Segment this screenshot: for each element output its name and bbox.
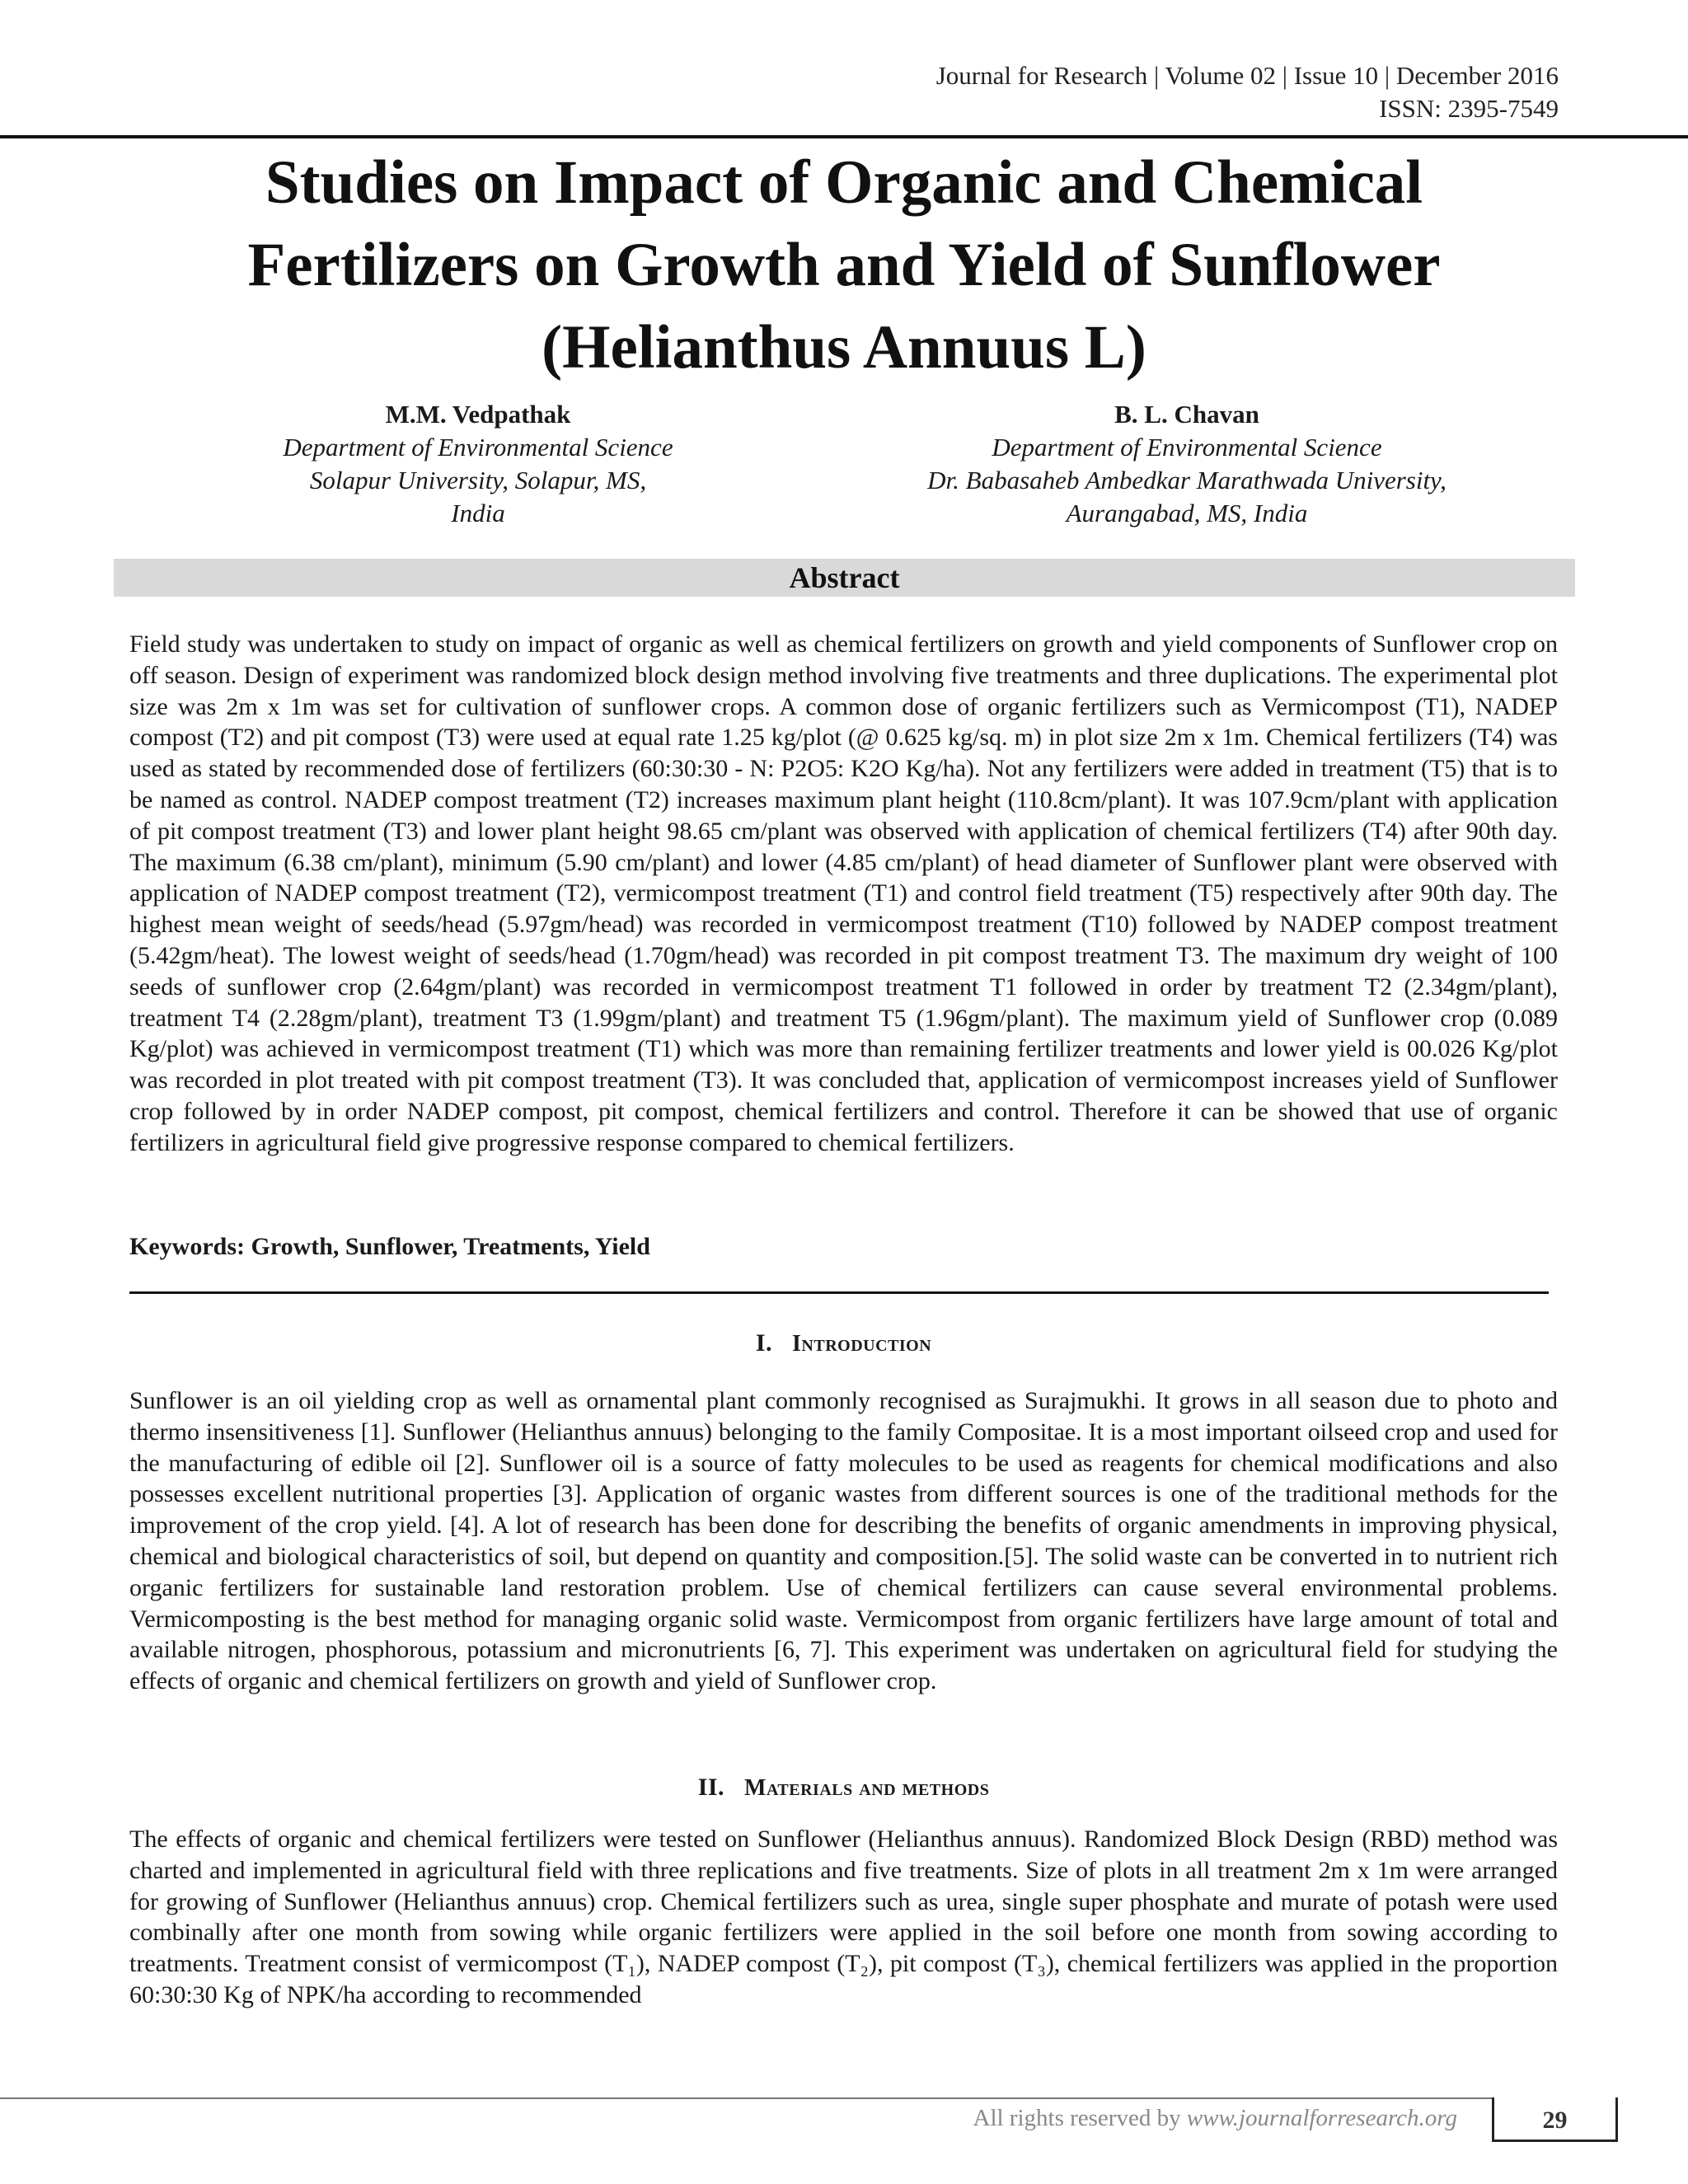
- methods-text: The effects of organic and chemical fertilizers were tested on Sunflower (Helianthus annuus). Randomized Block Design (RBD) method was charted and implemented in agricultural field with three replications and five treatments. Size of plots in all treatment 2m x 1m were arranged for growing of Sunflower (Helianthus annuus) crop. Chemical fertilizers such as urea, single super phosphate and murate of potash were used combinally after one month from sowing while organic fertilizers were applied in the soil before one month from sowing according to treatments. Treatment consist of vermicompost (T₁), NADEP compost (T₂), pit compost (T₃), chemical fertilizers was applied in the proportion 60:30:30 Kg of NPK/ha according to recommended: [129, 1825, 1558, 2008]
- journal-info-line: Journal for Research | Volume 02 | Issue 10 | December 2016: [935, 61, 1559, 90]
- introduction-text: Sunflower is an oil yielding crop as well as ornamental plant commonly recognised as Surajmukhi. It grows in all season due to photo and thermo insensitiveness [1]. Sunflower (Helianthus annuus) belonging to the family Compositae. It is a most important oilseed crop and used for the manufacturing of edible oil [2]. Sunflower oil is a source of fatty molecules to be used as reagents for chemical modifications and also possesses excellent nutritional properties [3]. Application of organic wastes from different sources is one of the traditional methods for the improvement of the crop yield. [4]. A lot of research has been done for describing the benefits of organic amendments in improving physical, chemical and biological characteristics of soil, but depend on quantity and composition.[5]. The solid waste can be converted in to nutrient rich organic fertilizers for sustainable land restoration problem. Use of chemical fertilizers can cause several environmental problems. Vermicomposting is the best method for managing organic solid waste. Vermicompost from organic fertilizers have large amount of total and available nitrogen, phosphorous, potassium and micronutrients [6, 7]. This experiment was undertaken on agricultural field for studying the effects of organic and chemical fertilizers on growth and yield of Sunflower crop.: [129, 1387, 1558, 1695]
- journal-header: [936, 59, 1559, 125]
- author-2: [874, 398, 1500, 530]
- author-affiliation-line: India: [451, 499, 505, 527]
- abstract-heading: Abstract: [114, 559, 1575, 597]
- author-affiliation-line: Department of Environmental Science: [992, 433, 1382, 462]
- keywords: Keywords: Growth, Sunflower, Treatments, Yield: [129, 1233, 650, 1260]
- author-name: B. L. Chavan: [1114, 400, 1259, 429]
- author-affiliation-line: Aurangabad, MS, India: [1066, 499, 1308, 527]
- journal-url-link[interactable]: www.journalforresearch.org: [1186, 2105, 1457, 2131]
- title-line-3: (Helianthus Annuus L): [542, 313, 1146, 382]
- paper-title: [132, 142, 1556, 389]
- issn-line: ISSN: 2395-7549: [1379, 94, 1559, 123]
- author-name: M.M. Vedpathak: [385, 400, 571, 429]
- section-heading-methods: [129, 1772, 1558, 1804]
- author-affiliation-line: Dr. Babasaheb Ambedkar Marathwada University,: [927, 466, 1447, 494]
- title-line-2: Fertilizers on Growth and Yield of Sunflower: [247, 231, 1441, 299]
- author-affiliation-line: Solapur University, Solapur, MS,: [309, 466, 647, 494]
- page-number: 29: [1542, 2107, 1568, 2134]
- keywords-divider: [129, 1291, 1549, 1294]
- title-line-1: Studies on Impact of Organic and Chemical: [265, 148, 1423, 217]
- rights-text: All rights reserved by: [973, 2105, 1187, 2131]
- section-title: Materials and methods: [744, 1775, 990, 1801]
- section-title: Introduction: [792, 1331, 932, 1357]
- author-1: [231, 398, 725, 530]
- section-heading-introduction: [129, 1328, 1558, 1360]
- footer-divider: [0, 2097, 1492, 2099]
- section-number: I.: [755, 1329, 773, 1357]
- section-number: II.: [697, 1774, 725, 1801]
- abstract-text: Field study was undertaken to study on impact of organic as well as chemical fertilizers on growth and yield components of Sunflower crop on off season. Design of experiment was randomized block design method involving five treatments and three duplications. The experimental plot size was 2m x 1m was set for cultivation of sunflower crops. A common dose of organic fertilizers such as Vermicompost (T1), NADEP compost (T2) and pit compost (T3) were used at equal rate 1.25 kg/plot (@ 0.625 kg/sq. m) in plot size 2m x 1m. Chemical fertilizers (T4) was used as stated by recommended dose of fertilizers (60:30:30 - N: P2O5: K2O Kg/ha). Not any fertilizers were added in treatment (T5) that is to be named as control. NADEP compost treatment (T2) increases maximum plant height (110.8cm/plant). It was 107.9cm/plant with application of pit compost treatment (T3) and lower plant height 98.65 cm/plant was observed with application of chemical fertilizers (T4) after 90th day. The maximum (6.38 cm/plant), minimum (5.90 cm/plant) and lower (4.85 cm/plant) of head diameter of Sunflower plant were observed with application of NADEP compost treatment (T2), vermicompost treatment (T1) and control field treatment (T5) respectively after 90th day. The highest mean weight of seeds/head (5.97gm/head) was recorded in vermicompost treatment (T10) followed by NADEP compost treatment (5.42gm/heat). The lowest weight of seeds/head (1.70gm/head) was recorded in pit compost treatment T3. The maximum dry weight of 100 seeds of sunflower crop (2.64gm/plant) was recorded in vermicompost treatment T1 followed in order by treatment T2 (2.34gm/plant), treatment T4 (2.28gm/plant), treatment T3 (1.99gm/plant) and treatment T5 (1.96gm/plant). The maximum yield of Sunflower crop (0.089 Kg/plot) was achieved in vermicompost treatment (T1) which was more than remaining fertilizer treatments and lower yield is 00.026 Kg/plot was recorded in plot treated with pit compost treatment (T3). It was concluded that, application of vermicompost increases yield of Sunflower crop followed by in order NADEP compost, pit compost, chemical fertilizers and control. Therefore it can be showed that use of organic fertilizers in agricultural field give progressive response compared to chemical fertilizers.: [129, 630, 1558, 1156]
- header-divider: [0, 135, 1688, 138]
- author-affiliation-line: Department of Environmental Science: [283, 433, 673, 462]
- footer-rights: [973, 2102, 1458, 2135]
